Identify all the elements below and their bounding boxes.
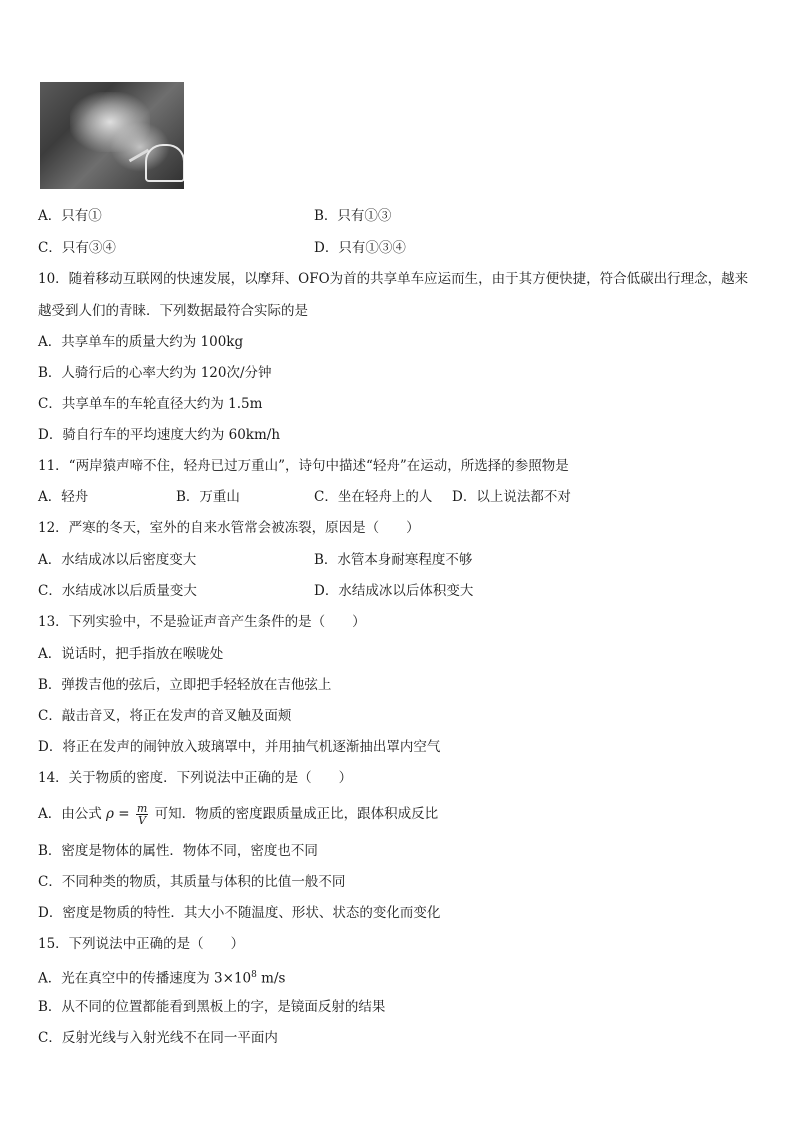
q13-option-b: B．弹拨吉他的弦后，立即把手轻轻放在吉他弦上 [38, 677, 332, 693]
q12-option-d: D．水结成冰以后体积变大 [314, 583, 474, 599]
q13-option-a: A．说话时，把手指放在喉咙处 [38, 646, 224, 662]
q10-stem-line2: 越受到人们的青睐．下列数据最符合实际的是 [38, 303, 308, 319]
equals-sign: = [118, 806, 130, 822]
q14-option-b: B．密度是物体的属性．物体不同，密度也不同 [38, 843, 318, 859]
q15-option-a [38, 966, 285, 988]
kettle-steam-photo [40, 82, 184, 189]
q11-option-b: B．万重山 [176, 489, 240, 505]
q9-option-a: A．只有① [38, 208, 102, 224]
q14-option-a-prefix: A．由公式 [38, 806, 102, 822]
q13-stem: 13．下列实验中，不是验证声音产生条件的是（ ） [38, 614, 366, 630]
q10-option-a: A．共享单车的质量大约为 100kg [38, 334, 244, 350]
q11-option-c: C．坐在轻舟上的人 [314, 489, 433, 505]
q9-option-d: D．只有①③④ [314, 240, 406, 256]
fraction-numerator: m [136, 802, 148, 815]
q15-option-b: B．从不同的位置都能看到黑板上的字，是镜面反射的结果 [38, 999, 386, 1015]
q14-option-a [38, 803, 438, 826]
q10-stem-line1: 10．随着移动互联网的快速发展，以摩拜、OFO为首的共享单车应运而生，由于其方便快捷，符合低碳出行理念，越来 [38, 271, 749, 287]
q10-option-c: C．共享单车的车轮直径大约为 1.5m [38, 396, 263, 412]
q15-option-a-unit: m/s [256, 970, 286, 987]
q14-stem: 14．关于物质的密度．下列说法中正确的是（ ） [38, 770, 353, 786]
fraction-denominator: V [138, 814, 147, 827]
q9-option-c: C．只有③④ [38, 240, 116, 256]
q9-option-b: B．只有①③ [314, 208, 392, 224]
q10-option-b: B．人骑行后的心率大约为 120次/分钟 [38, 365, 272, 381]
q13-option-c: C．敲击音叉，将正在发声的音叉触及面颊 [38, 708, 292, 724]
q12-option-b: B．水管本身耐寒程度不够 [314, 552, 473, 568]
q15-option-c: C．反射光线与入射光线不在同一平面内 [38, 1030, 278, 1046]
exponent: 8 [251, 970, 257, 980]
q10-option-d: D．骑自行车的平均速度大约为 60km/h [38, 427, 281, 443]
kettle-icon [145, 144, 184, 182]
q12-option-a: A．水结成冰以后密度变大 [38, 552, 197, 568]
q15-stem: 15．下列说法中正确的是（ ） [38, 936, 245, 952]
q12-stem: 12．严寒的冬天，室外的自来水管常会被冻裂，原因是（ ） [38, 520, 420, 536]
q14-option-c: C．不同种类的物质，其质量与体积的比值一般不同 [38, 874, 346, 890]
q12-option-c: C．水结成冰以后质量变大 [38, 583, 197, 599]
q13-option-d: D．将正在发声的闹钟放入玻璃罩中，并用抽气机逐渐抽出罩内空气 [38, 739, 441, 755]
q11-option-a: A．轻舟 [38, 489, 89, 505]
q11-stem: 11．“两岸猿声啼不住，轻舟已过万重山”，诗句中描述“轻舟”在运动，所选择的参照物是 [38, 458, 569, 474]
mass-over-volume-fraction [136, 803, 148, 826]
q14-option-d: D．密度是物质的特性．其大小不随温度、形状、状态的变化而变化 [38, 905, 441, 921]
q11-option-d: D．以上说法都不对 [452, 489, 571, 505]
rho-symbol: ρ [106, 806, 114, 822]
q14-option-a-suffix: 可知．物质的密度跟质量成正比，跟体积成反比 [154, 806, 439, 822]
q15-option-a-text: A．光在真空中的传播速度为 3×10 [38, 970, 252, 987]
